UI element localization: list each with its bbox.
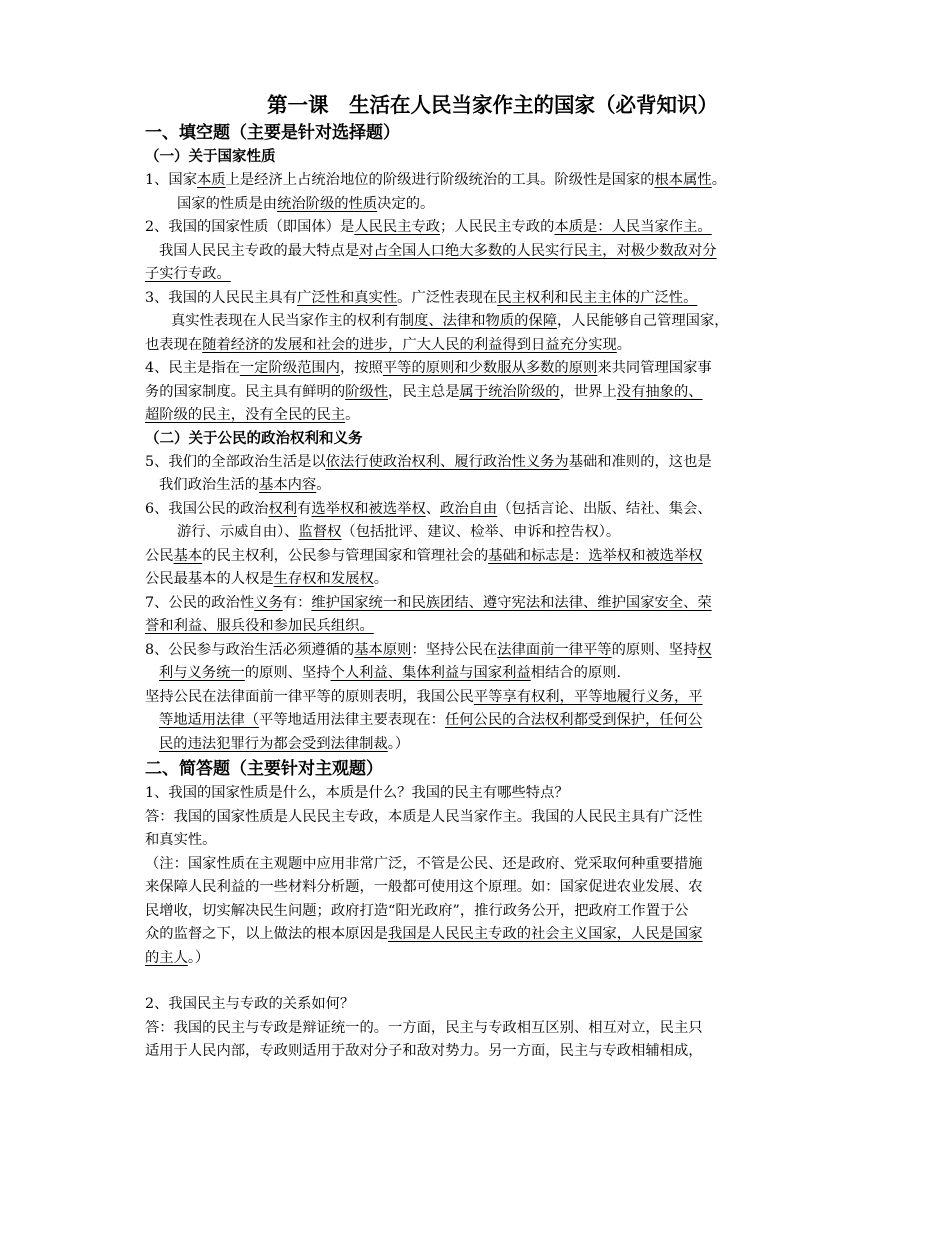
paragraph-line [145,782,815,806]
paragraph-line [145,568,815,592]
key-term: 选举权和被选举权 [311,500,426,517]
key-term: 本质 [197,172,226,188]
key-term: 基本内容 [259,477,317,493]
paragraph-line [145,545,815,569]
key-term: 任何公民的合法权利都受到保护，任何公 [444,712,703,728]
key-term: 子实行专政。 [145,266,231,282]
line-text: （注：国家性质在主观题中应用非常广泛，不管是公民、还是政府、党采取何种重要措施 [145,855,703,872]
key-term: 民的违法犯罪行为都会受到法律制裁 [159,735,388,752]
paragraph-line [145,404,815,428]
blank-line [145,970,815,993]
line-text: 有 [297,500,312,517]
paragraph-line [145,334,815,358]
paragraph-line [145,474,815,498]
paragraph-line [145,169,815,193]
subsection-heading-state-nature: （一）关于国家性质 [145,149,276,165]
line-text: 。 [345,407,360,423]
line-text: 国家的性质是由 [177,195,278,212]
key-term: 随着经济的发展和社会的进步，广大人民的利益得到日益充分实现 [202,336,617,353]
line-text: ，人民能够自己管理国家， [557,313,729,329]
line-text: 公民最基本的人权是 [145,571,274,587]
key-term: 制度、法律和物质的保障 [399,313,558,329]
key-term: 没有抽象的、 [616,383,703,400]
line-text: 也表现在 [145,336,203,353]
line-text: 来共同管理国家事 [597,360,712,376]
key-term: 个人利益、集体利益与国家利益 [330,665,531,681]
line-text: 平等地适用法律主要表现在： [259,712,445,728]
paragraph-line [145,451,815,475]
line-text: 1、我国的国家性质是什么，本质是什么？我国的民主有哪些特点？ [145,785,569,801]
key-term: 人民民主专政 [354,219,441,235]
key-term: 对占全国人口绝大多数的人民实行民主，对极少数敌对分 [359,242,717,259]
paragraph-line [145,240,815,264]
line-text: 基础和准则的，这也是 [568,453,712,470]
paragraph-line [145,263,815,287]
paragraph-line [145,662,815,686]
line-text: 2、我国的国家性质（即国体）是 [145,219,355,235]
key-term: 监督权 [298,524,342,540]
line-text: 适用于人民内部，专政则适用于敌对分子和敌对势力。另一方面，民主与专政相辅相成， [145,1043,703,1059]
key-term: 权 [697,641,712,658]
line-text: 上是经济上占统治地位的阶级进行阶级统治的工具。阶级性是国家的 [225,172,655,188]
key-term: 属于统治阶级的 [459,383,560,400]
paragraph-line [145,686,815,710]
line-text: ，民主总是 [388,383,460,400]
key-term: 维护国家统一和民族团结、遵守宪法和法律、维护国家安全、荣 [311,594,712,611]
line-text: 3、我国的人民民主具有 [145,289,298,306]
paragraph-line [145,876,815,900]
line-text: 、 [425,500,441,517]
key-term: 基础和标志是：选举权和被选举权 [488,547,703,564]
section-heading-fill-in: 一、填空题（主要是针对选择题） [145,123,400,143]
paragraph-line [145,829,815,853]
line-text: ，世界上 [559,383,617,400]
key-term: 法律面前一律平等 [497,641,612,658]
line-text: ，按照 [339,360,383,376]
paragraph-line [145,1040,815,1064]
key-term: 等地适用法律（ [159,712,260,728]
line-text: 2、我国民主与专政的关系如何？ [145,996,355,1012]
key-term: 利与义务统一 [159,665,245,681]
paragraph-line [145,923,815,947]
key-term: 阶级性 [345,383,389,400]
line-text: 。 [616,336,632,353]
line-text: 。 [316,477,331,493]
paragraph-line [145,1017,815,1041]
paragraph-line [145,310,815,334]
line-text: 我国人民民主专政的最大特点是 [159,242,360,259]
line-text: 答：我国的国家性质是人民民主专政，本质是人民当家作主。我国的人民民主具有广泛性 [145,808,703,825]
line-text: （包括批评、建议、检举、申诉和控告权）。 [341,524,621,540]
key-term: 我国是人民民主专政的社会主义国家，人民是国家 [388,926,703,942]
line-text: 众的监督之下，以上做法的根本原因是 [145,926,389,942]
line-text: 。广泛性表现在 [397,289,498,306]
key-term: 的主人 [145,949,188,966]
key-term: 本质是：人民当家作主。 [554,219,712,235]
key-term: 义务 [254,594,283,611]
line-text: 6、我国公民的政治 [145,500,269,517]
paragraph-line [145,733,815,757]
section-heading-short-answer: 二、简答题（主要针对主观题） [145,759,383,779]
line-text: 务的国家制度。民主具有鲜明的 [145,383,346,400]
paragraph-line [145,639,815,663]
line-text: 决定的。 [377,195,435,212]
line-text: 和真实性。 [145,832,217,848]
key-term: 一定阶级范围内 [239,360,340,376]
line-text: 。） [387,735,410,752]
key-term: 平等的原则和少数服从多数的原则 [382,360,598,376]
paragraph-line [145,357,815,381]
paragraph-line [145,615,815,639]
paragraph-line [145,853,815,877]
line-text: ：坚持公民在 [411,641,498,658]
line-text: 。 [711,172,726,188]
key-term: 民主权利和民主主体的广泛性。 [497,289,698,306]
line-text: （包括言论、出版、结社、集会、 [497,500,712,517]
line-text: 1、国家 [145,172,197,188]
key-term: 基本原则 [354,641,412,658]
paragraph-line [145,521,815,545]
key-term: 统治阶级的性质 [277,195,378,212]
key-term: 平等享有权利，平等地履行义务，平 [473,688,703,705]
paragraph-line [145,287,815,311]
line-text: 有： [282,594,312,611]
line-text: 游行、示威自由）、 [177,524,299,540]
key-term: 政治自由 [440,500,498,517]
document-body [145,90,815,1064]
line-text: 民增收，切实解决民生问题；政府打造“阳光政府”，推行政务公开，把政府工作置于公 [145,902,689,919]
line-text: 来保障人民利益的一些材料分析题，一般都可使用这个原理。如：国家促进农业发展、农 [145,879,703,895]
paragraph-line [145,709,815,733]
subsection-heading-citizen-rights: （二）关于公民的政治权利和义务 [145,430,363,447]
paragraph-line [145,381,815,405]
paragraph-line [145,947,815,971]
key-term: 超阶级的民主，没有全民的民主 [145,407,346,423]
line-text: 4、民主是指在 [145,360,240,376]
paragraph-line [145,806,815,830]
paragraph-line [145,216,815,240]
key-term: 生存权和发展权 [273,571,374,587]
line-text: 7、公民的政治性 [145,594,255,611]
line-text: 的原则、坚持 [611,641,698,658]
line-text: 我们政治生活的 [159,477,260,493]
key-term: 誉和利益、服兵役和参加民兵组织。 [145,618,374,634]
line-text: 。） [187,949,210,966]
line-text: 相结合的原则. [530,665,622,681]
line-text: 真实性表现在人民当家作主的权利有 [171,313,400,329]
key-term: 权利 [268,500,298,517]
paragraph-line [145,193,815,217]
key-term: 根本属性 [654,172,712,188]
line-text: 。 [373,571,389,587]
line-text: 公民 [145,547,174,564]
line-text: 答：我国的民主与专政是辩证统一的。一方面，民主与专政相互区别、相互对立，民主只 [145,1019,703,1036]
line-text: 5、我们的全部政治生活是以 [145,453,326,470]
paragraph-line [145,592,815,616]
line-text: 坚持公民在法律面前一律平等的原则表明，我国公民 [145,688,474,705]
paragraph-line [145,498,815,522]
paragraph-line [145,900,815,924]
line-text: 8、公民参与政治生活必须遵循的 [145,641,355,658]
key-term: 基本 [173,547,203,564]
key-term: 广泛性和真实性 [297,289,398,306]
line-text: ；人民民主专政的 [440,219,555,235]
paragraph-line [145,993,815,1017]
key-term: 依法行使政治权利、履行政治性义务为 [325,453,569,470]
page-title: 第一课 生活在人民当家作主的国家（必背知识） [267,93,718,117]
line-text: 的民主权利，公民参与管理国家和管理社会的 [202,547,489,564]
line-text: 的原则、坚持 [244,665,331,681]
